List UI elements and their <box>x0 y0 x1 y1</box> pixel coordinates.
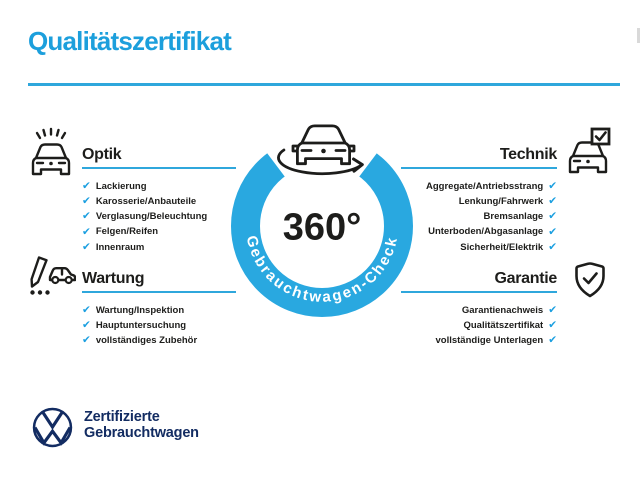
wartung-checklist <box>82 302 297 348</box>
checklist-item-label: Innenraum <box>95 241 145 253</box>
title-divider <box>28 83 620 86</box>
checklist-item <box>82 224 297 239</box>
check-icon: ✔ <box>548 225 557 238</box>
shield-check-icon <box>574 261 606 299</box>
checklist-item-label: Garantienachweis <box>461 304 544 316</box>
checklist-item <box>82 178 297 193</box>
check-icon: ✔ <box>548 303 557 316</box>
check-icon: ✔ <box>548 195 557 208</box>
check-icon: ✔ <box>82 240 91 253</box>
checklist-item <box>342 194 557 209</box>
checklist-item <box>342 178 557 193</box>
checklist-item <box>82 209 297 224</box>
page-title: Qualitätszertifikat <box>28 26 231 56</box>
checklist-item-label: Lenkung/Fahrwerk <box>458 195 544 207</box>
check-icon: ✔ <box>548 179 557 192</box>
checklist-item-label: vollständiges Zubehör <box>95 335 198 347</box>
check-icon: ✔ <box>548 334 557 347</box>
checklist-item-label: Felgen/Reifen <box>95 226 159 238</box>
checklist-item <box>342 318 557 333</box>
checklist-item-label: Aggregate/Antriebsstrang <box>426 180 544 192</box>
vw-logo <box>32 407 73 448</box>
section-garantie-title: Garantie <box>494 270 557 287</box>
checklist-item-label: Hauptuntersuchung <box>95 319 187 331</box>
section-optik-title: Optik <box>82 146 122 163</box>
checklist-item <box>342 224 557 239</box>
checklist-item-label: Bremsanlage <box>483 211 544 223</box>
brand-wordmark <box>84 410 199 441</box>
check-icon: ✔ <box>82 319 91 332</box>
checklist-item-label: Karosserie/Anbauteile <box>95 195 197 207</box>
optik-checklist <box>82 178 297 254</box>
check-icon: ✔ <box>548 240 557 253</box>
check-icon: ✔ <box>82 303 91 316</box>
technik-checklist <box>342 178 557 254</box>
badge-degree-label: 360° <box>282 206 362 249</box>
service-checklist-icon <box>26 255 76 302</box>
section-technik <box>342 146 557 255</box>
checklist-item <box>82 240 297 255</box>
section-wartung <box>82 270 297 348</box>
checklist-item-label: Wartung/Inspektion <box>95 304 185 316</box>
checklist-item <box>82 194 297 209</box>
checklist-item <box>82 318 297 333</box>
checklist-item-label: Unterboden/Abgasanlage <box>428 226 544 238</box>
checklist-item <box>342 302 557 317</box>
section-optik <box>82 146 297 255</box>
check-icon: ✔ <box>548 319 557 332</box>
garantie-checklist <box>342 302 557 348</box>
check-icon: ✔ <box>82 334 91 347</box>
checklist-item-label: Qualitätszertifikat <box>463 319 544 331</box>
section-garantie-underline <box>401 291 557 293</box>
section-technik-underline <box>401 167 557 169</box>
check-icon: ✔ <box>82 225 91 238</box>
checklist-item-label: Verglasung/Beleuchtung <box>95 211 208 223</box>
check-icon: ✔ <box>82 210 91 223</box>
section-wartung-underline <box>82 291 236 293</box>
badge-ring-label: Gebrauchtwagen-Check <box>242 233 402 307</box>
checklist-item-label: vollständige Unterlagen <box>435 335 544 347</box>
checklist-item <box>82 333 297 348</box>
brand-line1: Zertifizierte <box>84 409 160 425</box>
section-optik-underline <box>82 167 236 169</box>
checklist-item <box>342 209 557 224</box>
section-garantie <box>342 270 557 348</box>
section-technik-title: Technik <box>499 146 557 163</box>
check-icon: ✔ <box>82 195 91 208</box>
checklist-item-label: Sicherheit/Elektrik <box>460 241 544 253</box>
checklist-item <box>342 240 557 255</box>
checklist-item-label: Lackierung <box>95 180 147 192</box>
check-icon: ✔ <box>548 210 557 223</box>
checklist-item <box>342 333 557 348</box>
check-icon: ✔ <box>82 179 91 192</box>
car-checkbox-icon <box>566 126 612 176</box>
section-wartung-title: Wartung <box>82 270 145 287</box>
checklist-item <box>82 302 297 317</box>
brand-line2: Gebrauchtwagen <box>84 424 199 441</box>
car-headlights-icon <box>27 126 75 178</box>
